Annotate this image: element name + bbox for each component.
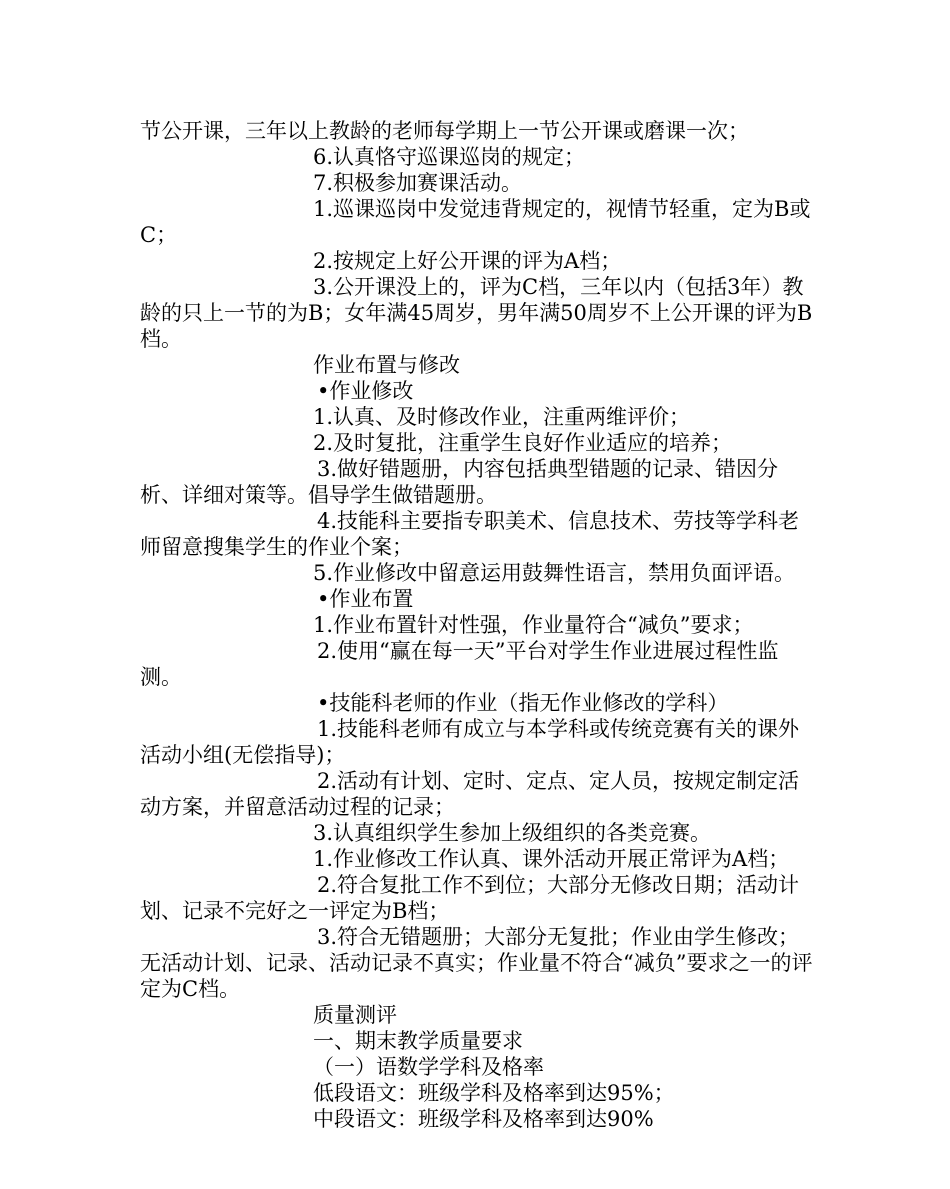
paragraph: 中段语文：班级学科及格率到达90% [313, 1107, 654, 1131]
subsection-heading: （一）语数学学科及格率 [313, 1055, 544, 1079]
paragraph: 6.认真恪守巡课巡岗的规定； [313, 145, 586, 169]
paragraph: 2.活动有计划、定时、定点、定人员，按规定制定活动方案，并留意活动过程的记录； [140, 769, 800, 819]
paragraph: 3.做好错题册，内容包括典型错题的记录、错因分析、详细对策等。倡导学生做错题册。 [140, 457, 779, 507]
paragraph: 1.认真、及时修改作业，注重两维评价； [313, 405, 691, 429]
paragraph: 节公开课，三年以上教龄的老师每学期上一节公开课或磨课一次； [140, 119, 749, 143]
paragraph: 7.积极参加赛课活动。 [313, 171, 523, 195]
bullet-heading: •技能科老师的作业（指无作业修改的学科） [317, 691, 729, 715]
bullet-heading: •作业修改 [317, 379, 414, 403]
paragraph: 2.使用“赢在每一天”平台对学生作业进展过程性监测。 [140, 639, 779, 689]
paragraph: 低段语文：班级学科及格率到达95%； [313, 1081, 675, 1105]
section-heading: 作业布置与修改 [313, 353, 460, 377]
paragraph: 2.符合复批工作不到位；大部分无修改日期；活动计划、记录不完好之一评定为B档； [140, 873, 800, 923]
paragraph: 3.认真组织学生参加上级组织的各类竞赛。 [313, 821, 712, 845]
paragraph: 1.巡课巡岗中发觉违背规定的，视情节轻重，定为B或C； [140, 197, 811, 247]
paragraph: 3.公开课没上的，评为C档，三年以内（包括3年）教龄的只上一节的为B；女年满45周岁，男年满50周岁不上公开课的评为B档。 [140, 275, 813, 351]
section-heading: 质量测评 [313, 1003, 397, 1027]
subsection-heading: 一、期末教学质量要求 [313, 1029, 523, 1053]
paragraph: 4.技能科主要指专职美术、信息技术、劳技等学科老师留意搜集学生的作业个案； [140, 509, 800, 559]
paragraph: 2.及时复批，注重学生良好作业适应的培养； [313, 431, 733, 455]
bullet-heading: •作业布置 [317, 587, 414, 611]
paragraph: 2.按规定上好公开课的评为A档； [313, 249, 622, 273]
document-body [140, 118, 820, 1132]
paragraph: 1.技能科老师有成立与本学科或传统竞赛有关的课外活动小组(无偿指导)； [140, 717, 800, 767]
paragraph: 1.作业布置针对性强，作业量符合“减负”要求； [313, 613, 754, 637]
paragraph: 3.符合无错题册；大部分无复批；作业由学生修改；无活动计划、记录、活动记录不真实；作业量不符合“减负”要求之一的评定为C档。 [140, 925, 813, 1001]
paragraph: 5.作业修改中留意运用鼓舞性语言，禁用负面评语。 [313, 561, 796, 585]
paragraph: 1.作业修改工作认真、课外活动开展正常评为A档； [313, 847, 790, 871]
